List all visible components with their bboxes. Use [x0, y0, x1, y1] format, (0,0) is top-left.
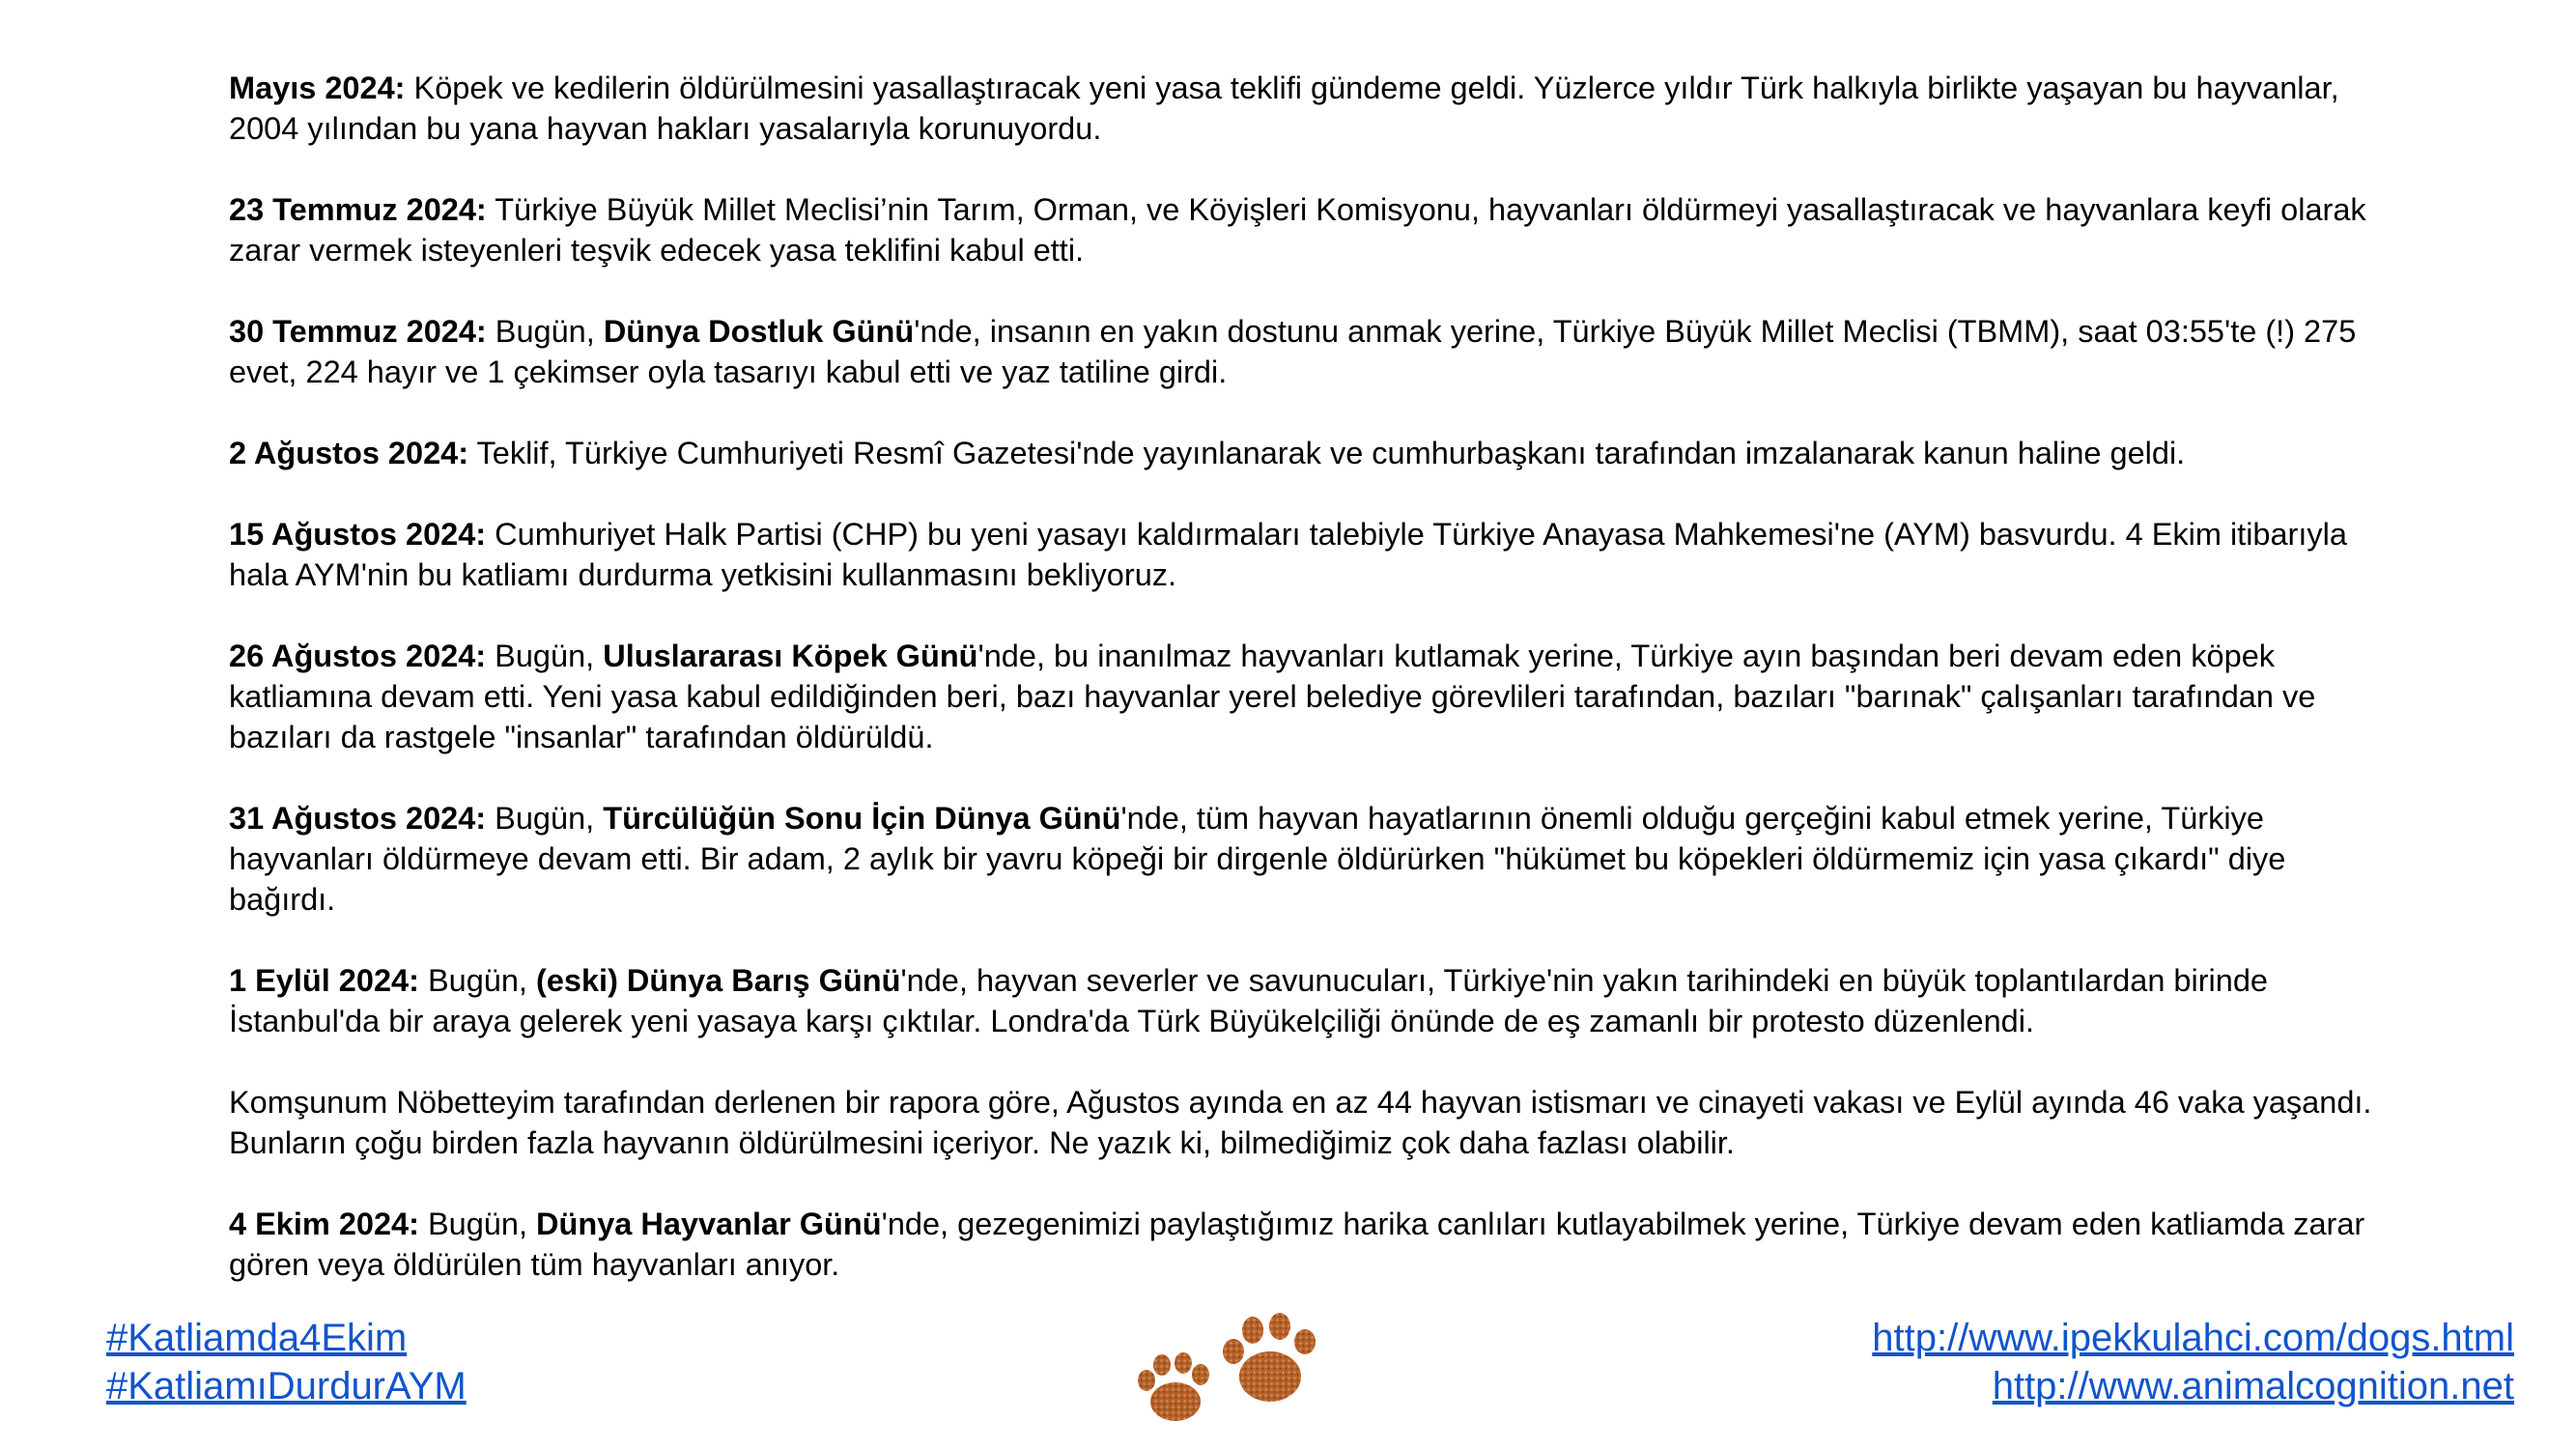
- timeline-entry: [229, 1204, 2392, 1285]
- entry-text: 'nde, insanın en yakın dostunu anmak yerine, Türkiye Büyük Millet Meclisi (TBMM), saat 03:55'te (!) 275 evet, 224 hayır ve 1 çekimser oyla tasarıyı kabul etti ve yaz tatiline girdi.: [229, 314, 2357, 389]
- timeline-entry: [229, 798, 2392, 920]
- timeline-entry: [229, 189, 2392, 270]
- website-link[interactable]: http://www.animalcognition.net: [1992, 1365, 2514, 1407]
- timeline: [229, 68, 2392, 1325]
- timeline-entry: [229, 433, 2392, 473]
- entry-text: 'nde, tüm hayvan hayatlarının önemli olduğu gerçeğini kabul etmek yerine, Türkiye hayvanları öldürmeye devam etti. Bir adam, 2 aylık bir yavru köpeği bir dirgenle öldürürken "hükümet bu köpekleri öldürmemiz için yasa çıkardı" diye bağırdı.: [229, 801, 2286, 917]
- entry-date: 31 Ağustos 2024:: [229, 801, 487, 836]
- entry-text: Cumhuriyet Halk Partisi (CHP) bu yeni yasayı kaldırmaları talebiyle Türkiye Anayasa Mahkemesi'ne (AYM) basvurdu. 4 Ekim itibarıyla hala AYM'nin bu katliamı durdurma yetkisini kullanmasını bekliyoruz.: [229, 517, 2347, 592]
- entry-date: 26 Ağustos 2024:: [229, 639, 487, 673]
- timeline-entry: [229, 636, 2392, 757]
- entry-highlight: Uluslararası Köpek Günü: [603, 639, 978, 673]
- entry-text: Teklif, Türkiye Cumhuriyeti Resmî Gazetesi'nde yayınlanarak ve cumhurbaşkanı tarafından imzalanarak kanun haline geldi.: [468, 436, 2186, 470]
- report-paragraph: [229, 1082, 2392, 1163]
- timeline-entry: [229, 514, 2392, 595]
- entry-date: 15 Ağustos 2024:: [229, 517, 487, 552]
- timeline-entry: [229, 311, 2392, 392]
- entry-text: Komşunum Nöbetteyim tarafından derlenen bir rapora göre, Ağustos ayında en az 44 hayvan istismarı ve cinayeti vakası ve Eylül ayında 46 vaka yaşandı. Bunların çoğu birden fazla hayvanın öldürülmesini içeriyor. Ne yazık ki, bilmediğimiz çok daha fazlası olabilir.: [229, 1085, 2372, 1160]
- entry-prefix: Bugün,: [486, 314, 604, 349]
- entry-date: 30 Temmuz 2024:: [229, 314, 487, 349]
- entry-prefix: Bugün,: [486, 801, 604, 836]
- entry-date: 2 Ağustos 2024:: [229, 436, 469, 470]
- entry-date: Mayıs 2024:: [229, 71, 406, 105]
- entry-date: 4 Ekim 2024:: [229, 1207, 419, 1241]
- timeline-entry: [229, 68, 2392, 149]
- entry-date: 23 Temmuz 2024:: [229, 192, 487, 227]
- hashtag-link[interactable]: #KatliamıDurdurAYM: [106, 1365, 467, 1407]
- entry-highlight: (eski) Dünya Barış Günü: [536, 963, 901, 998]
- entry-text: Köpek ve kedilerin öldürülmesini yasallaştıracak yeni yasa teklifi gündeme geldi. Yüzlerce yıldır Türk halkıyla birlikte yaşayan bu hayvanlar, 2004 yılından bu yana hayvan hakları yasalarıyla korunuyordu.: [229, 71, 2339, 146]
- hashtag-link[interactable]: #Katliamda4Ekim: [106, 1317, 408, 1359]
- entry-highlight: Dünya Dostluk Günü: [603, 314, 915, 349]
- timeline-entry: [229, 960, 2392, 1041]
- entry-text: 'nde, gezegenimizi paylaştığımız harika canlıları kutlayabilmek yerine, Türkiye devam eden katliamda zarar gören veya öldürülen tüm hayvanları anıyor.: [229, 1207, 2365, 1282]
- website-link[interactable]: http://www.ipekkulahci.com/dogs.html: [1872, 1317, 2514, 1359]
- entry-text: Türkiye Büyük Millet Meclisi’nin Tarım, Orman, ve Köyişleri Komisyonu, hayvanları öldürmeyi yasallaştıracak ve hayvanlara keyfi olarak zarar vermek isteyenleri teşvik edecek yasa teklifini kabul etti.: [229, 192, 2366, 268]
- hashtag-list: [106, 1314, 467, 1410]
- entry-prefix: Bugün,: [418, 963, 536, 998]
- entry-prefix: Bugün,: [486, 639, 604, 673]
- paw-prints-icon: [1125, 1307, 1338, 1433]
- right-paw-icon: [1223, 1313, 1316, 1402]
- entry-highlight: Türcülüğün Sonu İçin Dünya Günü: [603, 801, 1121, 836]
- entry-text: 'nde, bu inanılmaz hayvanları kutlamak yerine, Türkiye ayın başından beri devam eden köpek katliamına devam etti. Yeni yasa kabul edildiğinden beri, bazı hayvanlar yerel belediye görevlileri tarafından, bazıları "barınak" çalışanları tarafından ve bazıları da rastgele "insanlar" tarafından öldürüldü.: [229, 639, 2316, 754]
- entry-highlight: Dünya Hayvanlar Günü: [536, 1207, 882, 1241]
- entry-date: 1 Eylül 2024:: [229, 963, 419, 998]
- entry-prefix: Bugün,: [418, 1207, 537, 1241]
- entry-text: 'nde, hayvan severler ve savunucuları, Türkiye'nin yakın tarihindeki en büyük toplantılardan birinde İstanbul'da bir araya gelerek yeni yasaya karşı çıktılar. Londra'da Türk Büyükelçiliği önünde de eş zamanlı bir protesto düzenlendi.: [229, 963, 2268, 1038]
- website-list: [1872, 1314, 2514, 1410]
- left-paw-icon: [1138, 1352, 1209, 1421]
